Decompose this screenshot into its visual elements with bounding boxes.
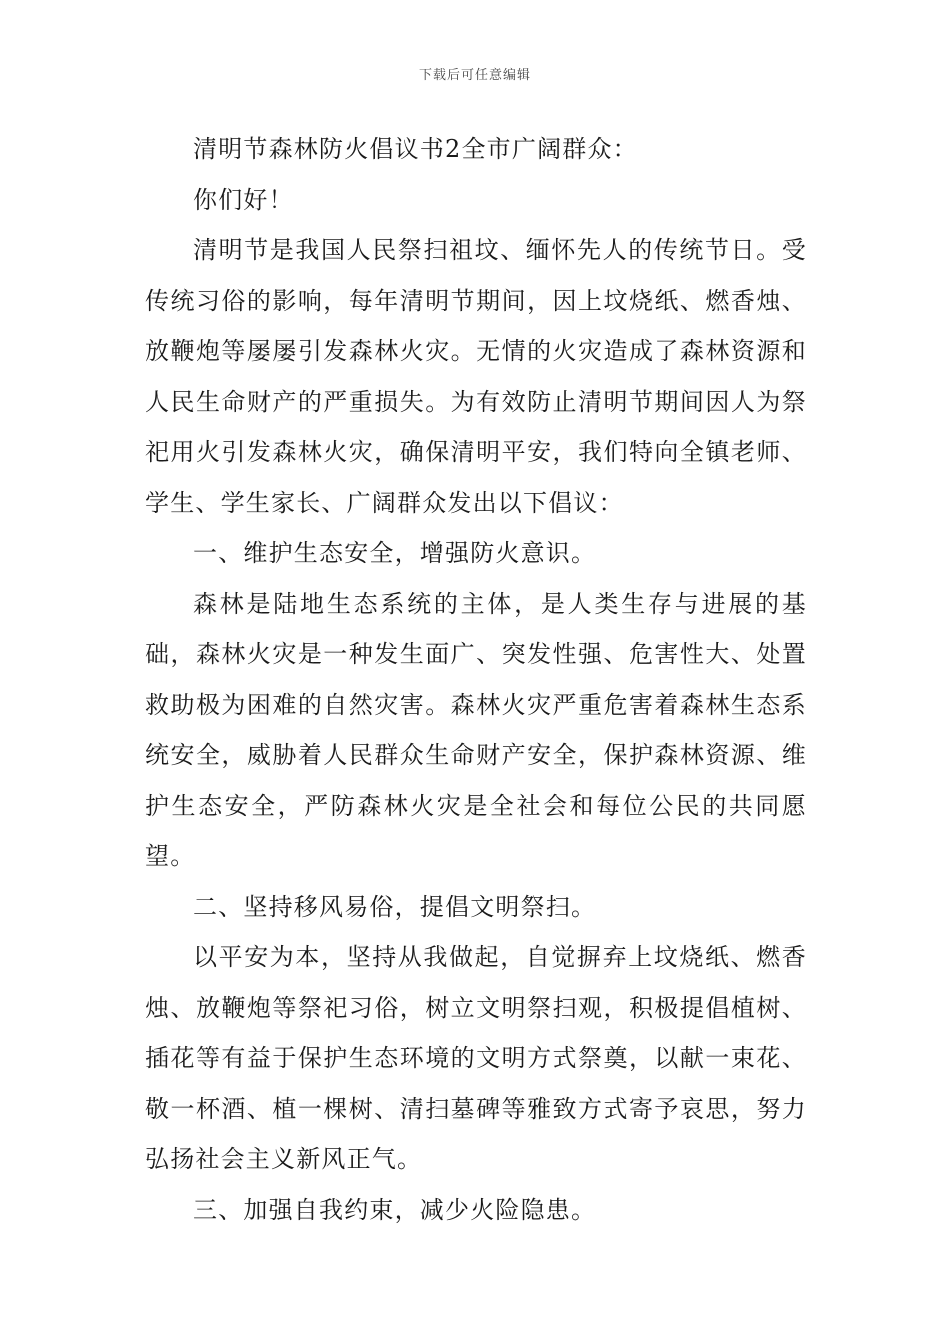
paragraph-title-line: 清明节森林防火倡议书2全市广阔群众：: [193, 135, 638, 163]
section-heading-2: 二、坚持移风易俗，提倡文明祭扫。: [193, 892, 597, 921]
paragraph-section-2: 以平安为本，坚持从我做起，自觉摒弃上坟烧纸、燃香烛、放鞭炮等祭祀习俗，树立文明祭扫观，积极提倡植树、插花等有益于保护生态环境的文明方式祭奠，以献一束花、敬一杯酒、植一棵树、清扫墓碑等雅致方式寄予哀思，努力弘扬社会主义新风正气。: [145, 943, 807, 1173]
paragraph-intro: 清明节是我国人民祭扫祖坟、缅怀先人的传统节日。受传统习俗的影响，每年清明节期间，因上坟烧纸、燃香烛、放鞭炮等屡屡引发森林火灾。无情的火灾造成了森林资源和人民生命财产的严重损失。为有效防止清明节期间因人为祭祀用火引发森林火灾，确保清明平安，我们特向全镇老师、学生、学生家长、广阔群众发出以下倡议：: [145, 236, 807, 517]
paragraph-greeting: 你们好！: [193, 185, 294, 214]
document-body: [145, 124, 807, 1235]
section-heading-1: 一、维护生态安全，增强防火意识。: [193, 539, 597, 567]
header-note: 下载后可任意编辑: [418, 68, 531, 83]
paragraph-section-1: 森林是陆地生态系统的主体，是人类生存与进展的基础，森林火灾是一种发生面广、突发性强、危害性大、处置救助极为困难的自然灾害。森林火灾严重危害着森林生态系统安全，威胁着人民群众生命财产安全，保护森林资源、维护生态安全，严防森林火灾是全社会和每位公民的共同愿望。: [145, 589, 807, 870]
section-heading-3: 三、加强自我约束，减少火险隐患。: [193, 1195, 597, 1224]
